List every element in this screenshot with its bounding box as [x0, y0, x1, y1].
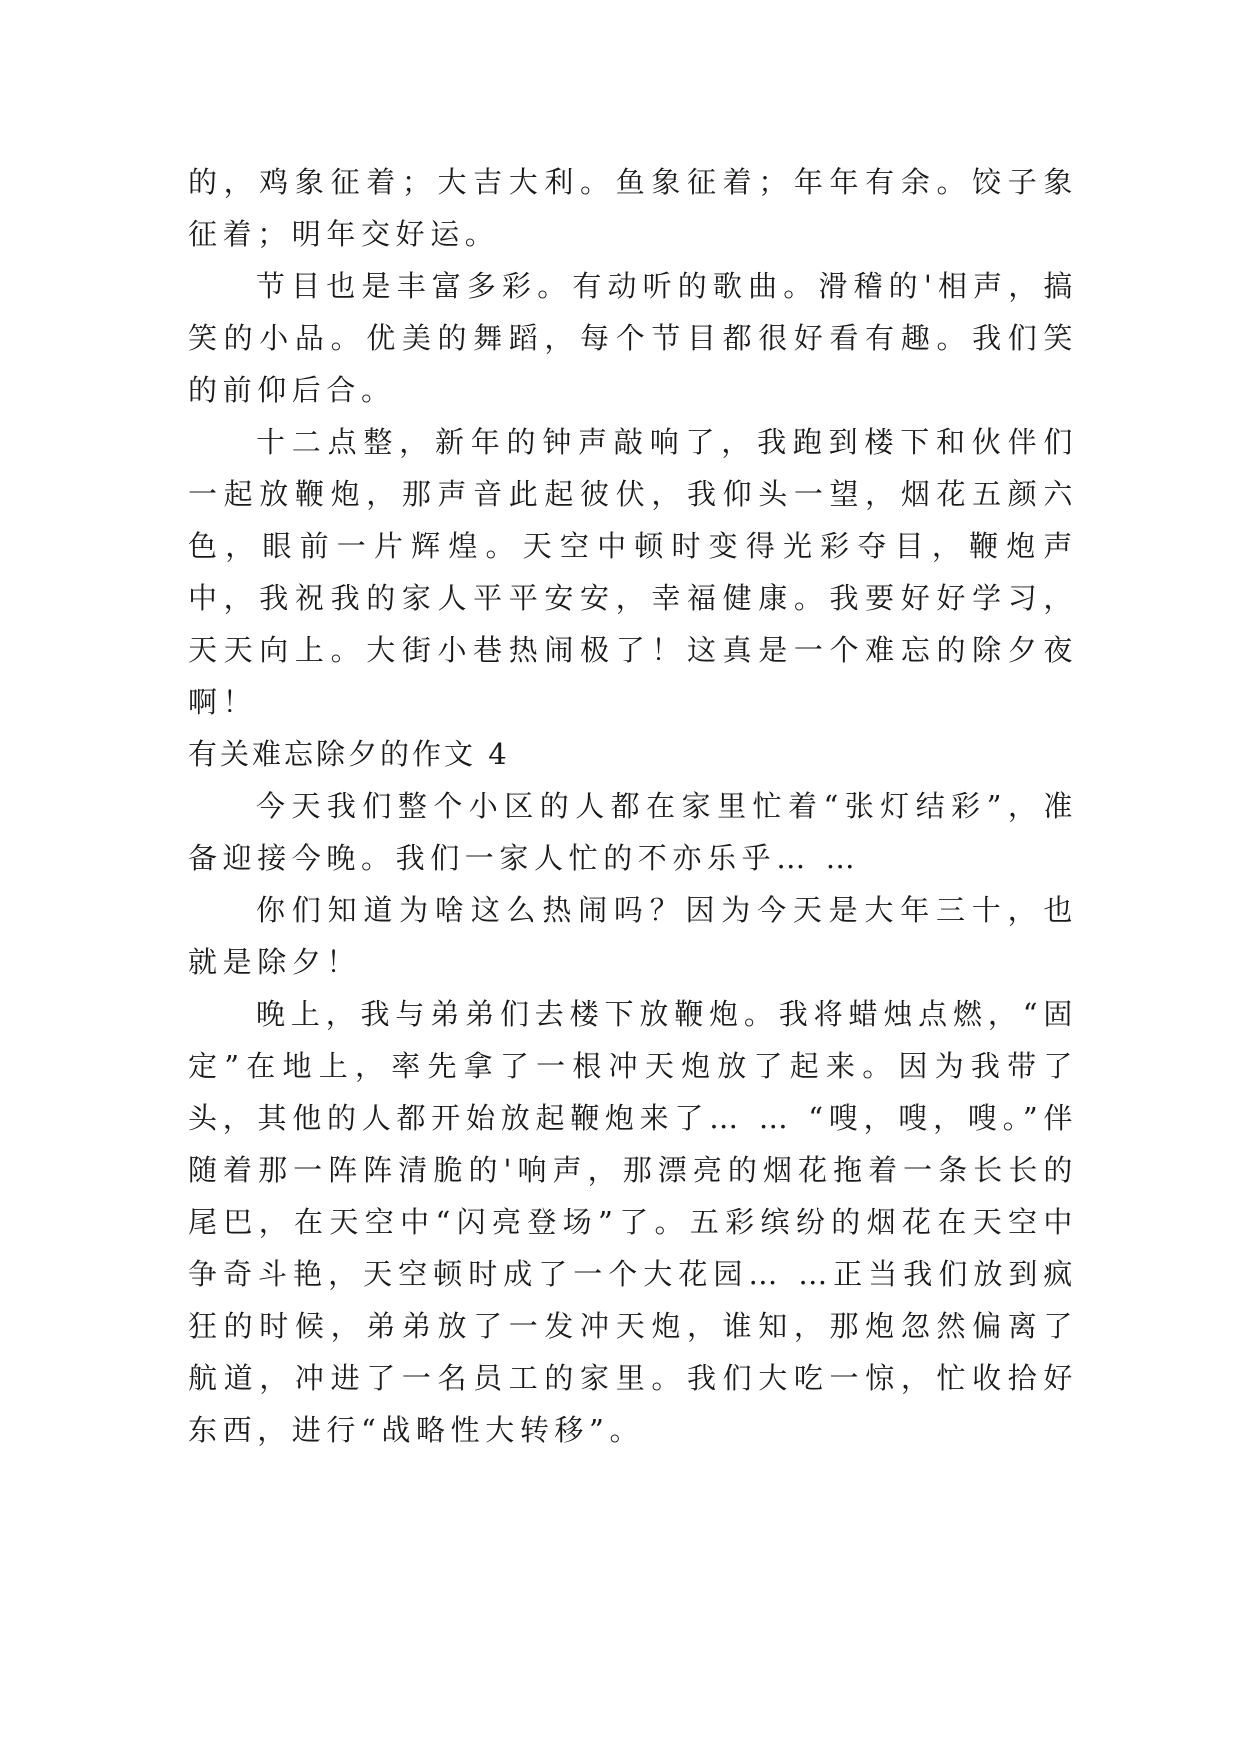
- paragraph-4: 今天我们整个小区的人都在家里忙着“张灯结彩”，准备迎接今晚。我们一家人忙的不亦乐乎… …: [188, 789, 1078, 875]
- paragraph-1: 的，鸡象征着；大吉大利。鱼象征着；年年有余。饺子象征着；明年交好运。: [188, 165, 1078, 251]
- paragraph-3: 十二点整，新年的钟声敲响了，我跑到楼下和伙伴们一起放鞭炮，那声音此起彼伏，我仰头一望，烟花五颜六色，眼前一片辉煌。天空中顿时变得光彩夺目，鞭炮声中，我祝我的家人平平安安，幸福健康。我要好好学习，天天向上。大街小巷热闹极了！这真是一个难忘的除夕夜啊！: [188, 425, 1078, 719]
- document-body: [188, 156, 1078, 1456]
- paragraph-5: 你们知道为啥这么热闹吗？因为今天是大年三十，也就是除夕！: [188, 893, 1078, 979]
- paragraph-2: 节目也是丰富多彩。有动听的歌曲。滑稽的'相声，搞笑的小品。优美的舞蹈，每个节目都很好看有趣。我们笑的前仰后合。: [188, 269, 1078, 407]
- section-heading: 有关难忘除夕的作文 4: [188, 737, 510, 771]
- paragraph-6: 晚上，我与弟弟们去楼下放鞭炮。我将蜡烛点燃，“固定”在地上，率先拿了一根冲天炮放了起来。因为我带了头，其他的人都开始放起鞭炮来了… … “嗖，嗖，嗖。”伴随着那一阵阵清脆的'响声，那漂亮的烟花拖着一条长长的尾巴，在天空中“闪亮登场”了。五彩缤纷的烟花在天空中争奇斗艳，天空顿时成了一个大花园… …正当我们放到疯狂的时候，弟弟放了一发冲天炮，谁知，那炮忽然偏离了航道，冲进了一名员工的家里。我们大吃一惊，忙收拾好东西，进行“战略性大转移”。: [188, 997, 1078, 1447]
